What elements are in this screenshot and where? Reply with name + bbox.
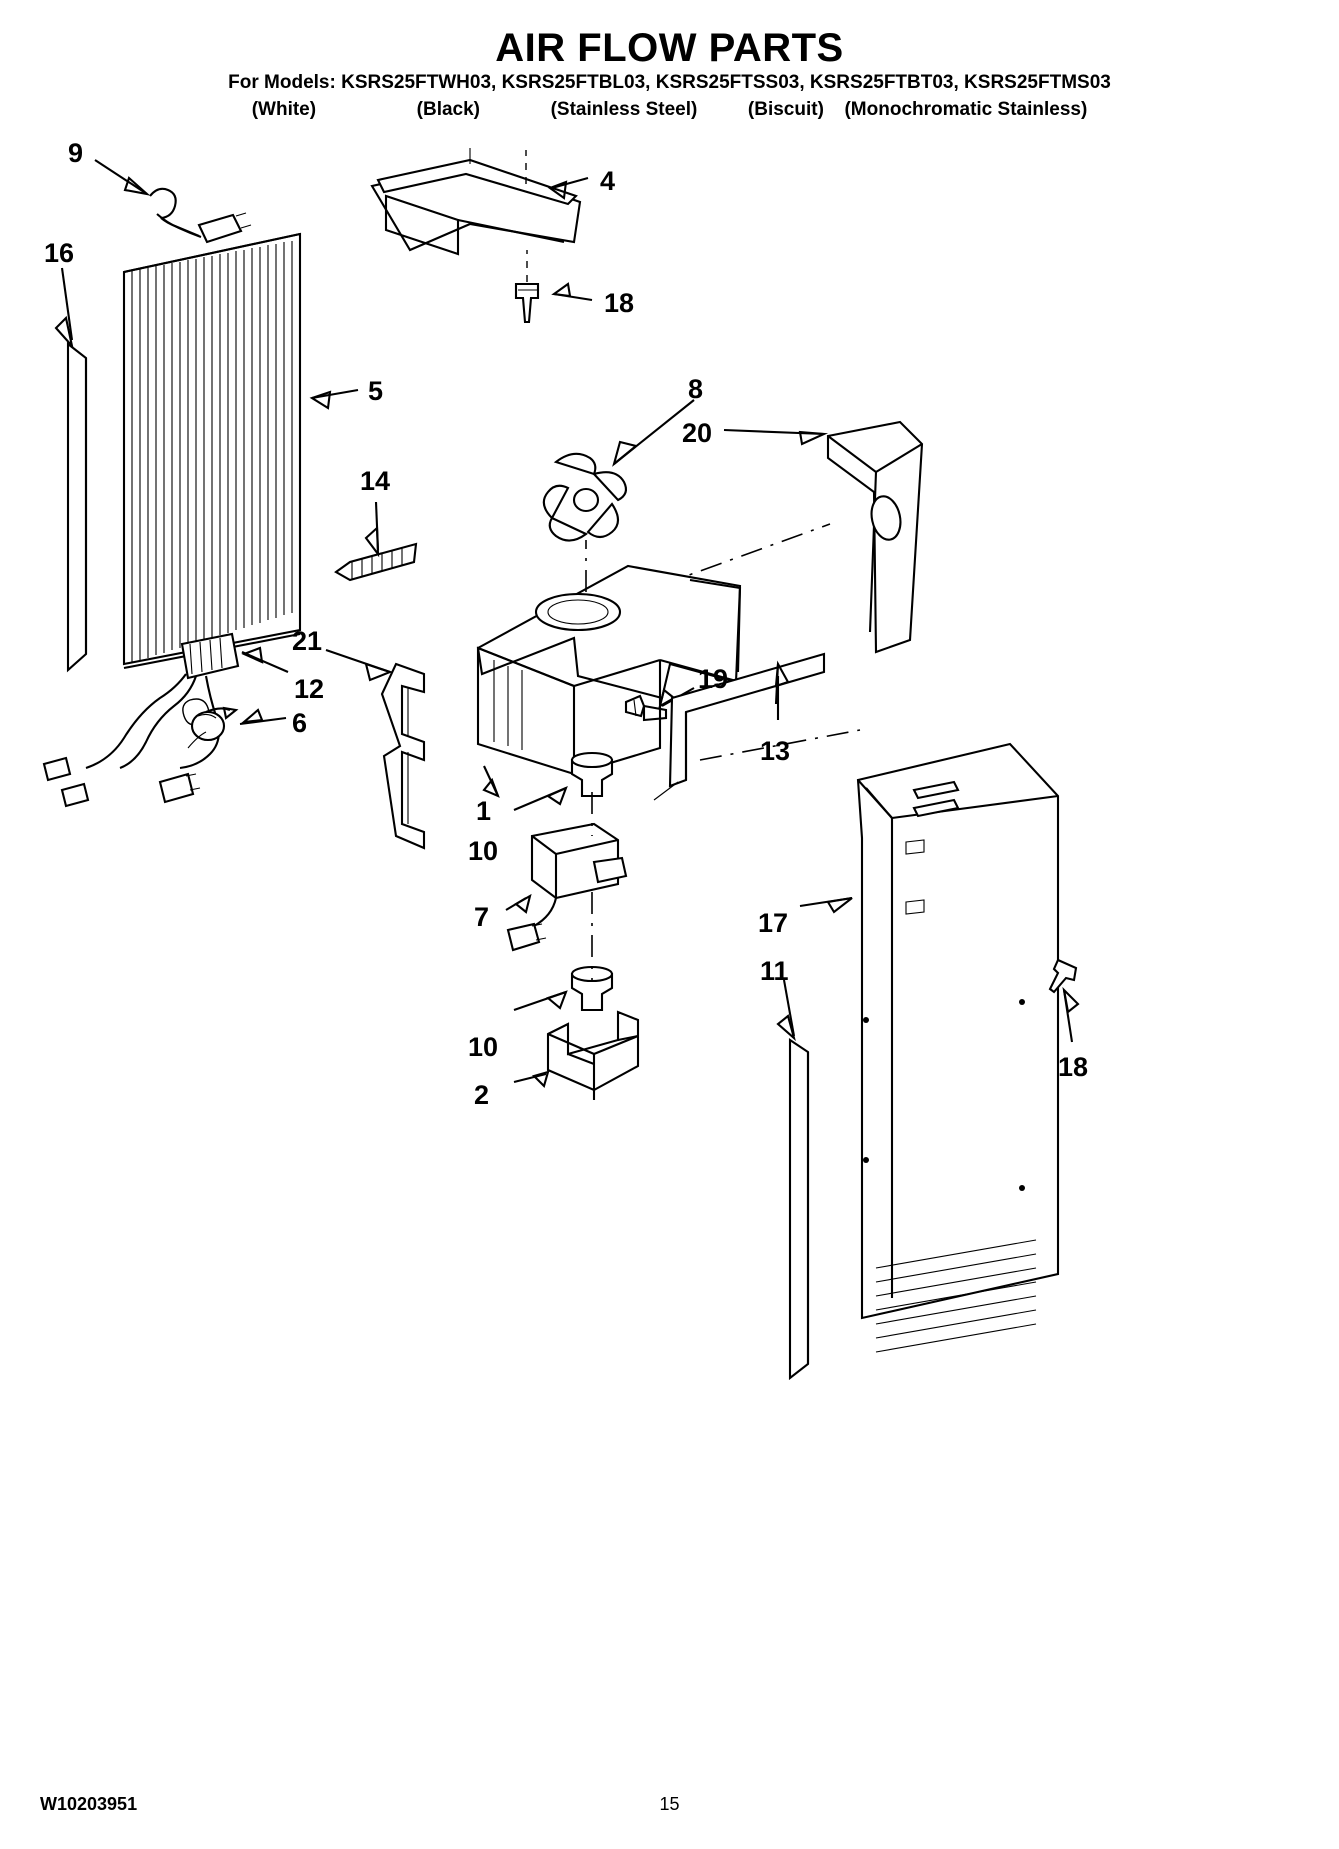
callout-9: 9 <box>68 138 84 168</box>
part-18-screw-top <box>516 250 592 322</box>
models-line: For Models: KSRS25FTWH03, KSRS25FTBL03, KSRS25FTSS03, KSRS25FTBT03, KSRS25FTMS03 <box>228 72 1111 93</box>
callout-13: 13 <box>760 736 791 766</box>
callout-6: 6 <box>292 708 308 738</box>
callout-18-top: 18 <box>604 288 635 318</box>
part-14-light-shield <box>336 502 416 580</box>
callout-2: 2 <box>474 1080 490 1110</box>
finish-white: (White) <box>251 99 317 120</box>
callout-4: 4 <box>600 166 616 196</box>
part-5-condenser-grille <box>124 234 358 668</box>
callout-12: 12 <box>294 674 325 704</box>
callout-10-top: 10 <box>468 836 499 866</box>
callout-8: 8 <box>688 374 704 404</box>
callout-10-bottom: 10 <box>468 1032 499 1062</box>
callout-1: 1 <box>476 796 492 826</box>
part-13-air-baffle <box>654 654 860 800</box>
part-10-motor-grommet-top <box>514 753 612 810</box>
callout-20: 20 <box>682 418 713 448</box>
part-8-fan-blade <box>544 400 694 541</box>
part-16-trim-strip-left <box>56 268 86 670</box>
part-2-motor-bracket <box>514 1012 638 1100</box>
part-7-fan-motor <box>506 792 626 980</box>
part-4-air-duct-cover <box>372 148 588 254</box>
callout-14: 14 <box>360 466 391 496</box>
part-10-motor-grommet-bottom <box>514 967 612 1010</box>
part-9-thermistor-lead <box>95 160 251 242</box>
part-11-trim-strip-right <box>778 980 808 1378</box>
finish-stainless: (Stainless Steel) <box>550 99 698 120</box>
finish-biscuit: (Biscuit) <box>747 99 824 120</box>
callout-19: 19 <box>698 664 729 694</box>
callout-17: 17 <box>758 908 789 938</box>
finish-black: (Black) <box>416 99 480 120</box>
callout-5: 5 <box>368 376 384 406</box>
footer-page-number: 15 <box>659 1794 680 1814</box>
footer-part-number: W10203951 <box>40 1794 138 1814</box>
part-17-rear-panel <box>800 744 1058 1352</box>
callout-11: 11 <box>760 956 789 986</box>
callout-7: 7 <box>474 902 490 932</box>
callout-18-bottom: 18 <box>1058 1052 1089 1082</box>
callout-16: 16 <box>44 238 75 268</box>
part-21-duct-frame <box>326 650 424 848</box>
callout-21: 21 <box>292 626 323 656</box>
page-title: AIR FLOW PARTS <box>495 26 844 70</box>
finish-monochromatic: (Monochromatic Stainless) <box>844 99 1088 120</box>
